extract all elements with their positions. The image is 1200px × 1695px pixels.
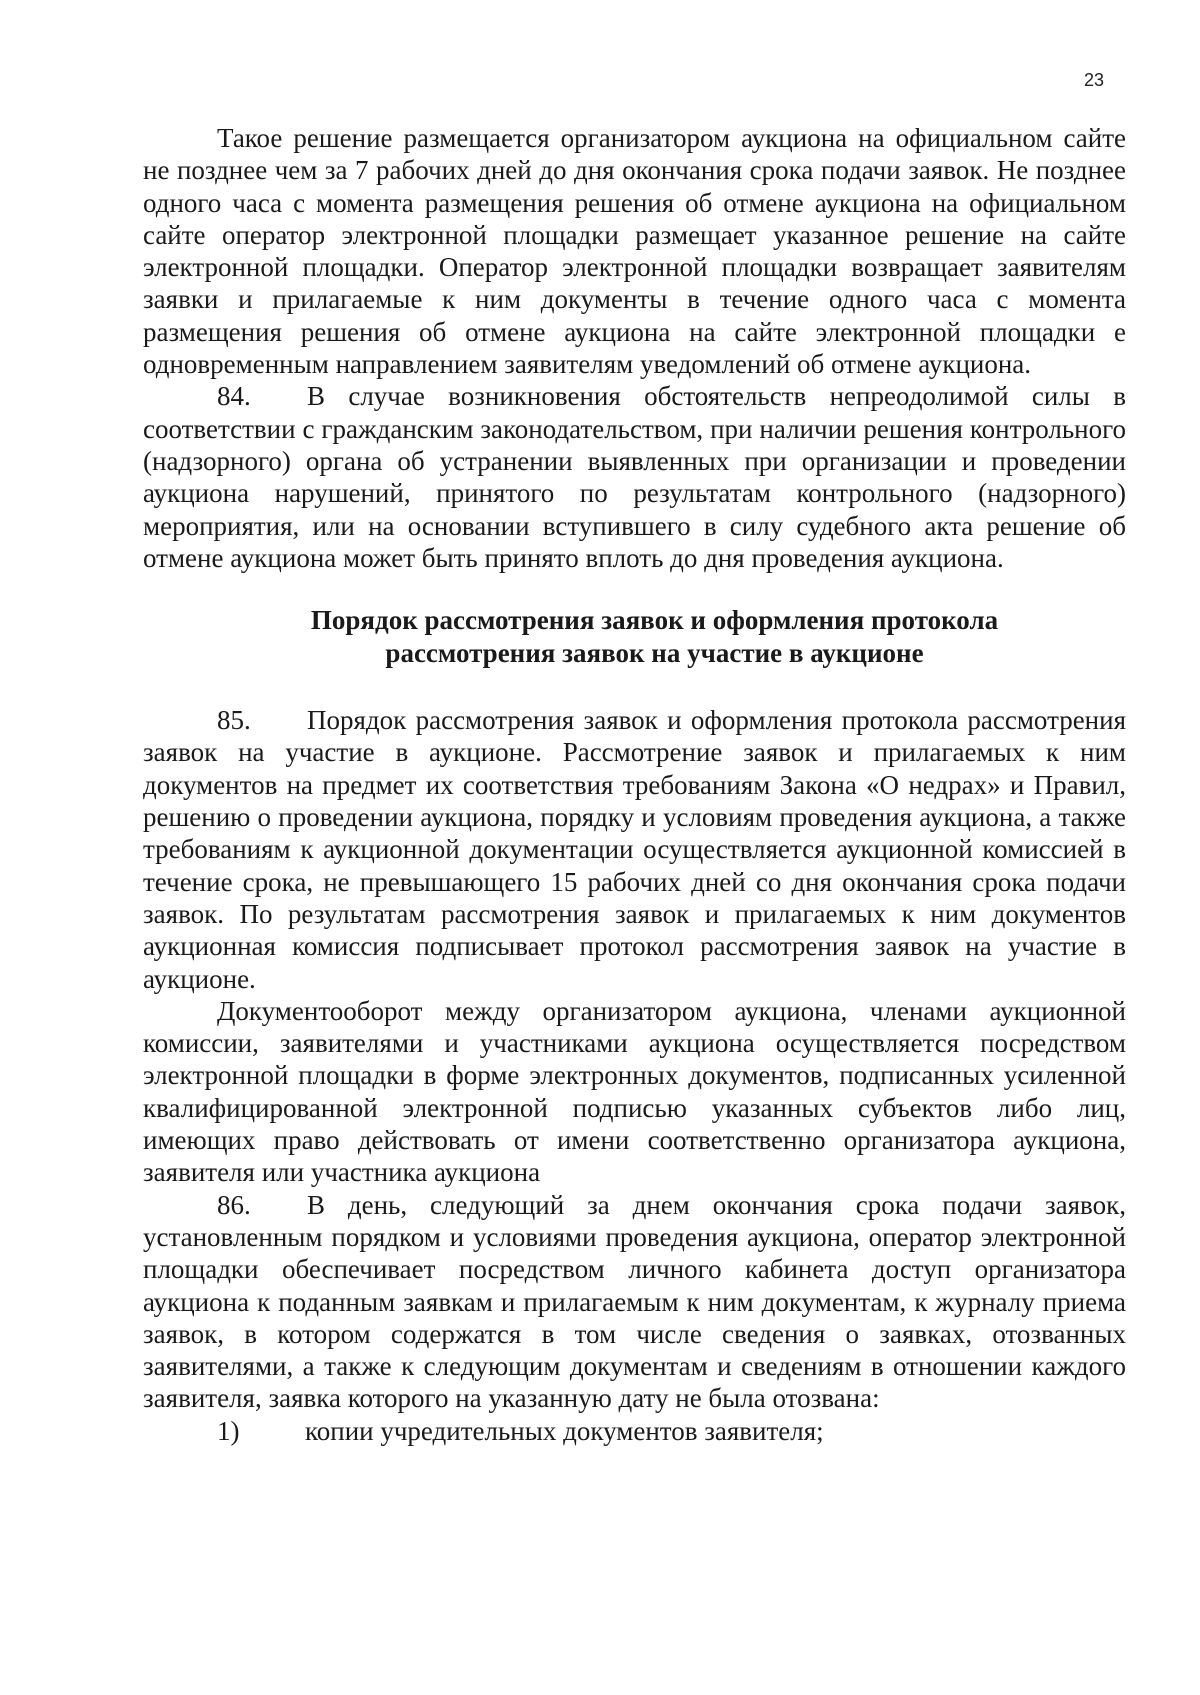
page-number: 23 — [1083, 70, 1104, 90]
item-text-84: В случае возникновения обстоятельств непреодолимой силы в соответствии с гражданским законодательством, при наличии решения контрольного (надзорного) органа об устранении выявленных при организации и проведении аукциона нарушений, принятого по результатам контрольного (надзорного) мероприятия, или на основании вступившего в силу судебного акта решение об отмене аукциона может быть принято вплоть до дня проведения аукциона. — [143, 381, 1126, 573]
paragraph-cancellation-publication: Такое решение размещается организатором аукциона на официальном сайте не позднее чем за 7 рабочих дней до дня окончания срока подачи заявок. Не позднее одного часа с момента размещения решения об отмене аукциона на официальном сайте оператор электронной площадки размещает указанное решение на сайте электронной площадки. Оператор электронной площадки возвращает заявителям заявки и прилагаемые к ним документы в течение одного часа с момента размещения решения об отмене аукциона на сайте электронной площадки е одновременным направлением заявителям уведомлений об отмене аукциона. — [143, 123, 1126, 380]
item-number-85: 85. — [217, 705, 251, 736]
item-number-86: 86. — [217, 1189, 251, 1220]
list-item-text: копии учредительных документов заявителя; — [305, 1415, 824, 1446]
paragraph-85 — [143, 704, 1126, 995]
item-number-84: 84. — [217, 381, 251, 412]
list-item-number: 1) — [217, 1415, 240, 1446]
paragraph-86 — [143, 1189, 1126, 1415]
document-body — [143, 122, 1126, 1447]
section-heading-line-2: рассмотрения заявок на участие в аукционе — [385, 638, 924, 669]
item-text-85: Порядок рассмотрения заявок и оформления протокола рассмотрения заявок на участие в аукционе. Рассмотрение заявок и прилагаемых к ним документов на предмет их соответствия требованиям Закона «О недрах» и Правил, решению о проведении аукциона, порядку и условиям проведения аукциона, а также требованиям к аукционной документации осуществляется аукционной комиссией в течение срока, не превышающего 15 рабочих дней со дня окончания срока подачи заявок. По результатам рассмотрения заявок и прилагаемых к ним документов аукционная комиссия подписывает протокол рассмотрения заявок на участие в аукционе. — [143, 705, 1126, 994]
item-text-86: В день, следующий за днем окончания срока подачи заявок, установленным порядком и условиями проведения аукциона, оператор электронной площадки обеспечивает посредством личного кабинета доступ организатора аукциона к поданным заявкам и прилагаемым к ним документам, к журналу приема заявок, в котором содержатся в том числе сведения о заявках, отозванных заявителями, а также к следующим документам и сведениям в отношении каждого заявителя, заявка которого на указанную дату не была отозвана: — [143, 1189, 1126, 1414]
list-item — [143, 1415, 1126, 1447]
section-heading-line-1: Порядок рассмотрения заявок и оформления протокола — [310, 605, 999, 636]
section-heading — [143, 604, 1126, 670]
paragraph-docflow: Документооборот между организатором аукциона, членами аукционной комиссии, заявителями и участниками аукциона осуществляется посредством электронной площадки в форме электронных документов, подписанных усиленной квалифицированной электронной подписью указанных субъектов либо лиц, имеющих право действовать от имени соответственно организатора аукциона, заявителя или участника аукциона — [143, 995, 1126, 1188]
paragraph-84 — [143, 380, 1126, 574]
